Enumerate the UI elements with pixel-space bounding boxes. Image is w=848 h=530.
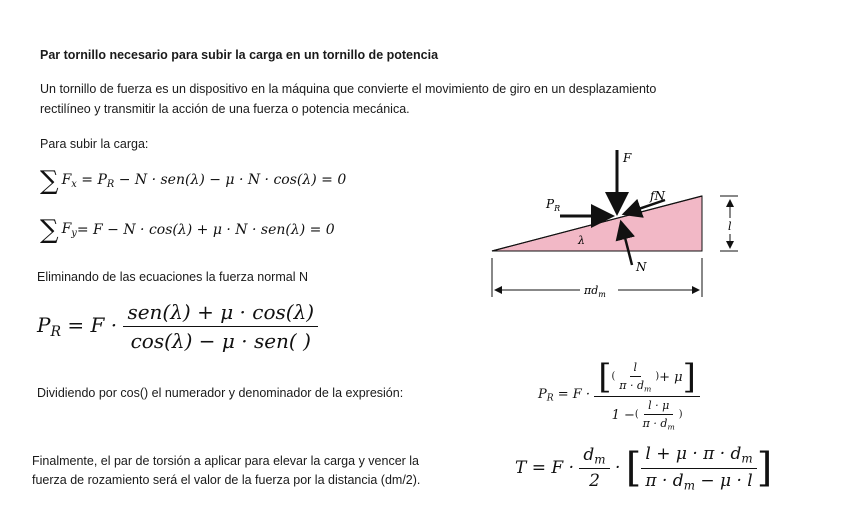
pr-numerator: sen(λ) + μ · cos(λ) <box>123 300 318 327</box>
finalmente-paragraph <box>32 452 420 490</box>
label-l: l <box>728 220 732 233</box>
label-pidm: $\pi d_m$ <box>584 284 606 299</box>
inclined-plane-diagram <box>480 140 750 305</box>
subir-label: Para subir la carga: <box>40 137 149 151</box>
eliminando-label: Eliminando de las ecuaciones la fuerza normal N <box>37 270 308 284</box>
label-n: N <box>636 260 647 274</box>
pr-divided-formula <box>538 357 700 432</box>
equation-sum-fx <box>40 168 346 194</box>
equation-sum-fy <box>40 217 335 243</box>
dividiendo-label: Dividiendo por cos() el numerador y denominador de la expresión: <box>37 386 404 400</box>
torque-formula: T = F · $\frac{d_m}{2}$ · [ $\frac{l + \mu \cdot \pi \cdot d_m}{\pi \cdot d_m - \mu \cdot l}$ ] <box>515 444 773 493</box>
section-title: Par tornillo necesario para subir la carga en un tornillo de potencia <box>40 48 439 62</box>
pr2-fraction <box>594 357 700 432</box>
intro-line-2: rectilíneo y transmitir la acción de una fuerza o potencia mecánica. <box>40 102 410 116</box>
torque-lhs: T = F · <box>515 458 574 479</box>
pr-fraction <box>123 300 318 353</box>
pr2-denominator: 1 − ( $\frac{l \cdot \mu}{\pi \cdot d_m}$ ) <box>611 399 683 432</box>
fx-symbol: $F_x$ <box>61 172 77 190</box>
pr-formula <box>37 300 318 353</box>
pr-denominator: cos(λ) − μ · sen( ) <box>130 329 311 353</box>
pr2-numerator: [ ( $\frac{l}{\pi \cdot d_m}$ ) + μ ] <box>594 360 700 397</box>
finalmente-line-2: fuerza de rozamiento será el valor de la fuerza por la distancia (dm/2). <box>32 473 421 487</box>
intro-paragraph <box>40 79 656 119</box>
pr2-lhs: $P_R = F$ · <box>538 387 591 404</box>
torque-half-fraction: $\frac{d_m}{2}$ <box>579 445 609 492</box>
pr-lhs: $P_R = F$ · <box>37 312 118 341</box>
torque-main-fraction: $\frac{l + \mu \cdot \pi \cdot d_m}{\pi \cdot d_m - \mu \cdot l}$ <box>641 444 756 492</box>
sigma-symbol: ∑ <box>40 215 59 245</box>
label-lambda: λ <box>578 234 585 247</box>
label-f: F <box>623 151 632 165</box>
label-pr: $P_R$ <box>546 197 561 213</box>
fy-rhs: = F − N · cos(λ) + μ · N · sen(λ) = 0 <box>76 222 335 238</box>
sigma-symbol: ∑ <box>40 166 59 196</box>
label-fn: fN <box>650 189 665 203</box>
finalmente-line-1: Finalmente, el par de torsión a aplicar para elevar la carga y vencer la <box>32 454 420 468</box>
intro-line-1: Un tornillo de fuerza es un dispositivo en la máquina que convierte el movimiento de giro en un desplazamiento <box>40 82 657 96</box>
fy-symbol: $F_y$ <box>61 221 77 239</box>
fx-rhs: = $P_R - N \cdot sen(\lambda) - \mu \cdot N \cdot \cos(\lambda) = 0$ <box>81 172 347 190</box>
